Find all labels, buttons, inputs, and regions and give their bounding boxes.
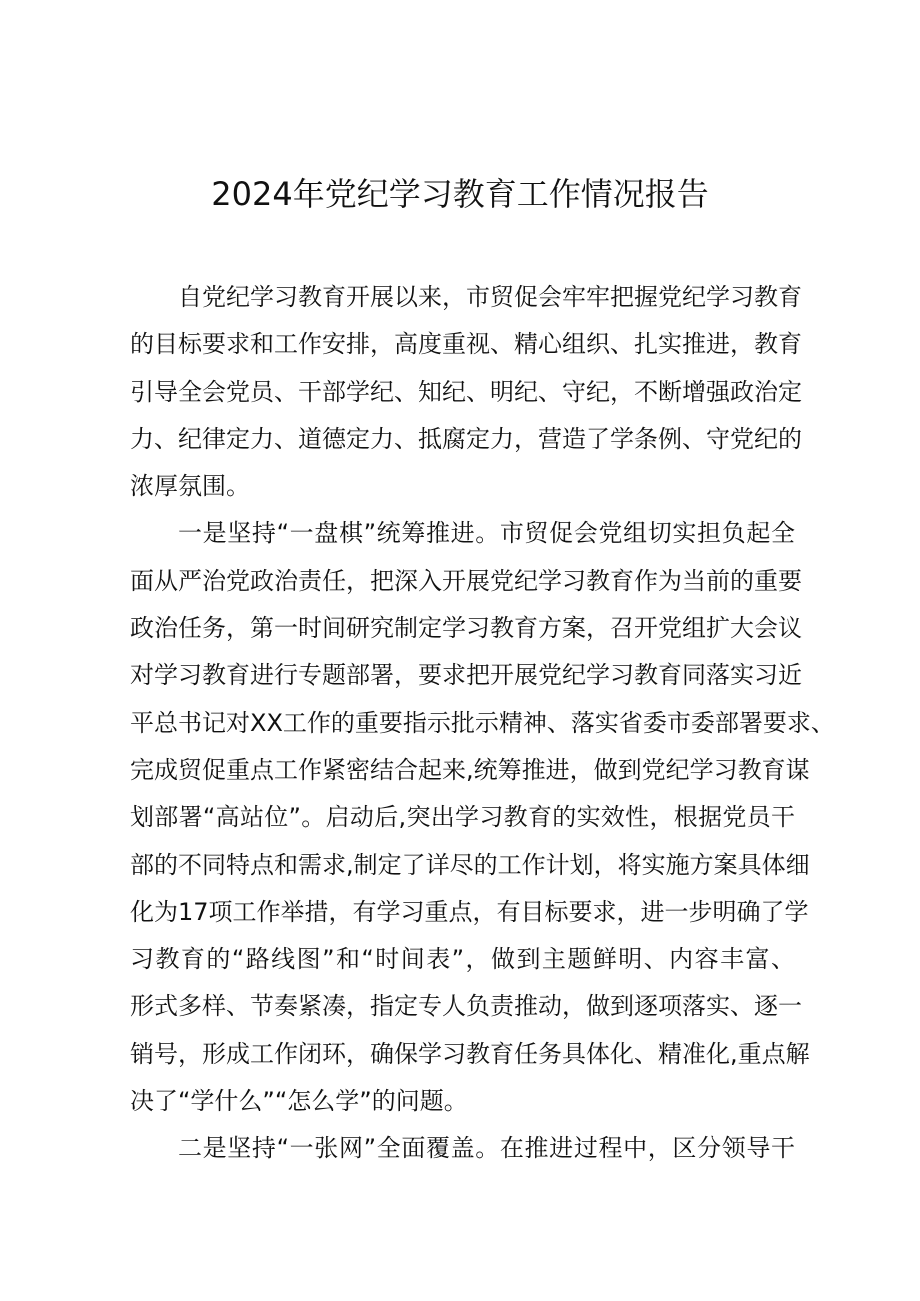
body-line: 完成贸促重点工作紧密结合起来,统筹推进，做到党纪学习教育谋 <box>130 755 810 784</box>
body-line: 销号，形成工作闭环，确保学习教育任务具体化、精准化,重点解 <box>130 1039 810 1068</box>
body-line: 浓厚氛围。 <box>130 472 250 501</box>
body-line: 划部署“高站位”。启动后,突出学习教育的实效性，根据党员干 <box>130 803 795 832</box>
body-line: 习教育的“路线图”和“时间表”，做到主题鲜明、内容丰富、 <box>130 945 795 974</box>
body-line: 化为17项工作举措，有学习重点，有目标要求，进一步明确了学 <box>130 897 809 926</box>
body-line: 部的不同特点和需求,制定了详尽的工作计划，将实施方案具体细 <box>130 850 810 879</box>
body-line: 对学习教育进行专题部署，要求把开展党纪学习教育同落实习近 <box>130 661 802 690</box>
body-line: 一是坚持“一盘棋”统筹推进。市贸促会党组切实担负起全 <box>178 519 795 548</box>
document-body <box>130 274 835 1173</box>
body-line: 力、纪律定力、道德定力、抵腐定力，营造了学条例、守党纪的 <box>130 424 802 453</box>
body-line: 决了“学什么”“怎么学”的问题。 <box>130 1087 468 1116</box>
body-line: 二是坚持“一张网”全面覆盖。在推进过程中，区分领导干 <box>178 1134 795 1163</box>
body-line: 引导全会党员、干部学纪、知纪、明纪、守纪，不断增强政治定 <box>130 377 802 406</box>
body-line: 自党纪学习教育开展以来，市贸促会牢牢把握党纪学习教育 <box>178 283 802 311</box>
body-line: 的目标要求和工作安排，高度重视、精心组织、扎实推进，教育 <box>130 330 802 359</box>
body-line: 面从严治党政治责任，把深入开展党纪学习教育作为当前的重要 <box>130 566 802 595</box>
body-line: 政治任务，第一时间研究制定学习教育方案，召开党组扩大会议 <box>130 614 802 643</box>
body-line: 形式多样、节奏紧凑，指定专人负责推动，做到逐项落实、逐一 <box>130 992 802 1021</box>
document-title: 2024年党纪学习教育工作情况报告 <box>211 175 709 213</box>
body-line: 平总书记对XX工作的重要指示批示精神、落实省委市委部署要求、 <box>130 708 835 737</box>
